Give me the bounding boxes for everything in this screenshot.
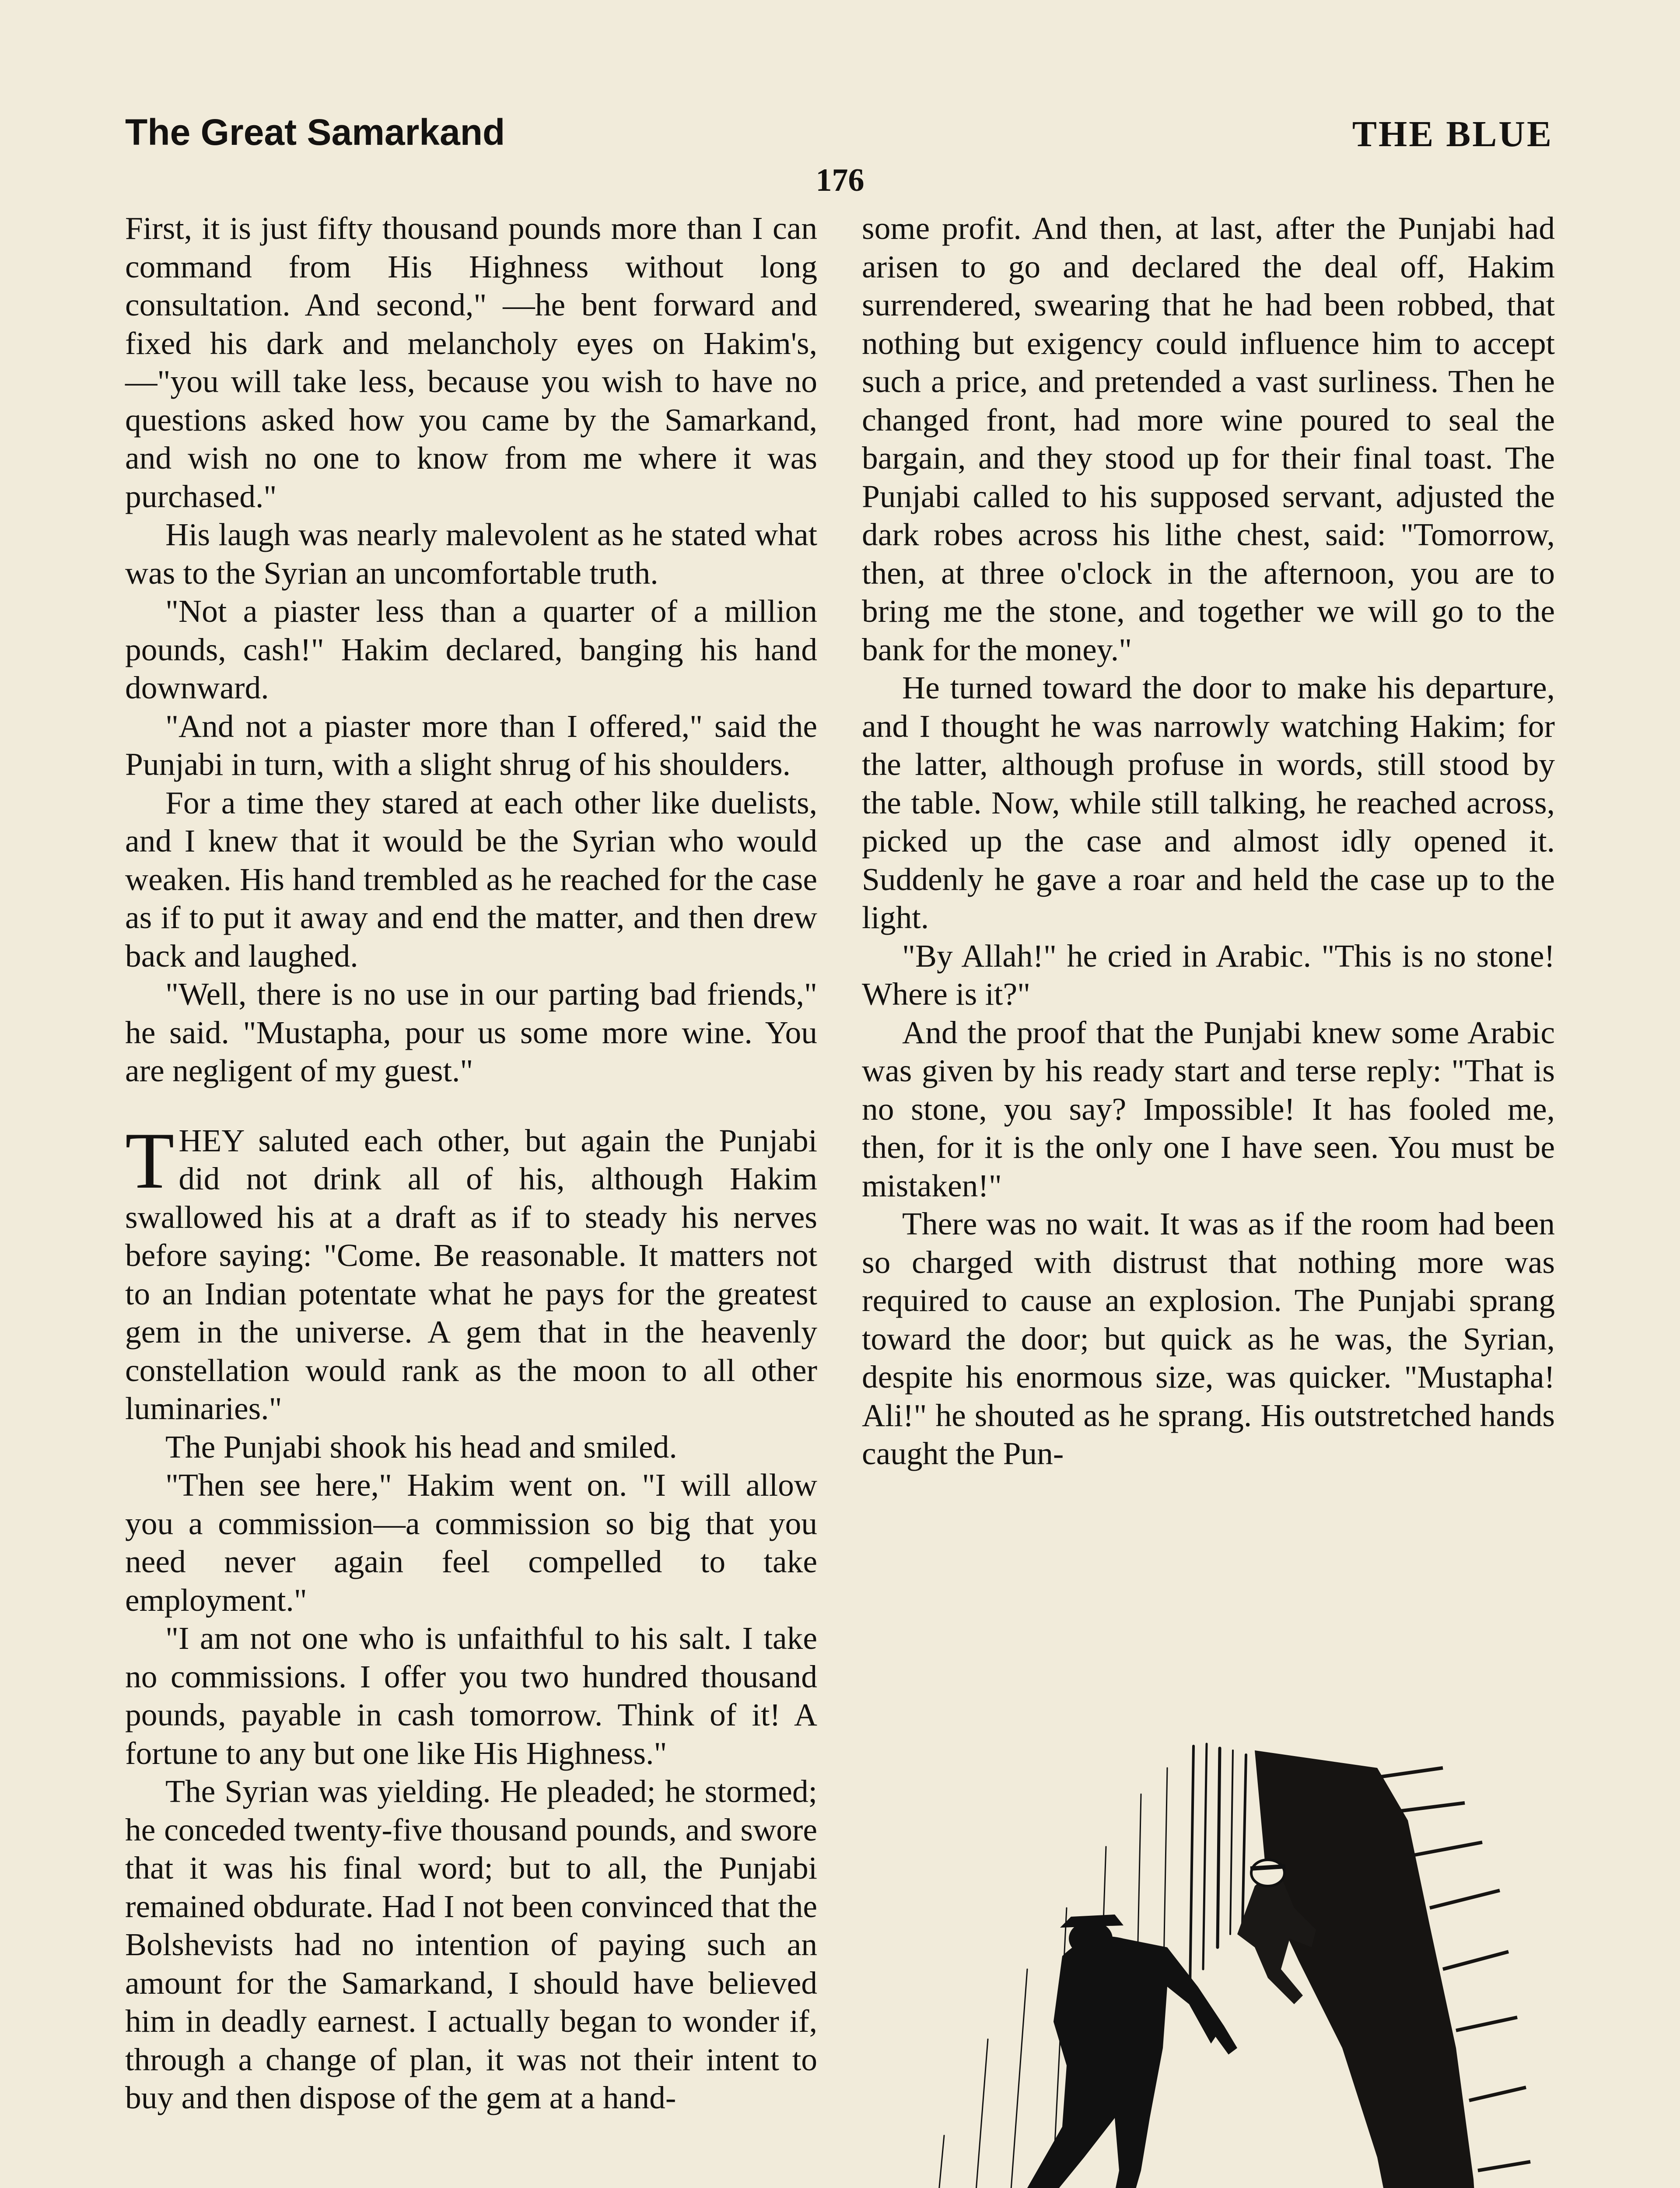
paragraph: "I am not one who is unfaithful to his salt. I take no commissions. I offer you two hundred thousand pounds, payable in cash tomorrow. Think of it! A fortune to any but one like His Highness." [125, 1620, 817, 1771]
paragraph: "Well, there is no use in our parting bad friends," he said. "Mustapha, pour us some more wine. You are negligent of my guest." [125, 976, 817, 1088]
right-column [862, 209, 1555, 1473]
running-head-title: The Great Samarkand [125, 112, 505, 153]
drop-cap: T [125, 1115, 175, 1205]
left-column [125, 209, 817, 2117]
ink-drawing [861, 1742, 1556, 2188]
running-head-magazine: THE BLUE [1352, 114, 1553, 154]
paragraph: His laugh was nearly malevolent as he stated what was to the Syrian an uncomfortable truth. [125, 517, 817, 591]
paragraph: "Then see here," Hakim went on. "I will allow you a commission—a commission so big that you need never again feel compelled to take employment." [125, 1467, 817, 1618]
paragraph: some profit. And then, at last, after the Punjabi had arisen to go and declared the deal off, Hakim surrendered, swearing that he had been robbed, that nothing but exigency could influence him to accept such a price, and pretended a vast surliness. Then he changed front, had more wine poured to seal the bargain, and they stood up for their final toast. The Punjabi called to his supposed servant, adjusted the dark robes across his lithe chest, said: "Tomorrow, then, at three o'clock in the afternoon, you are to bring me the stone, and together we will go to the bank for the money." [862, 210, 1555, 667]
paragraph: The Punjabi shook his head and smiled. [165, 1429, 677, 1465]
section-break [125, 1090, 817, 1122]
section-opening-paragraph [125, 1115, 817, 1428]
paragraph: First, it is just fifty thousand pounds more than I can command from His Highness without long consultation. And second," —he bent forward and fixed his dark and melancholy eyes on Hakim's,—"you will take less, because you wish to have no questions asked how you came by the Samarkand, and wish no one to know from me where it was purchased." [125, 210, 817, 514]
paragraph: He turned toward the door to make his departure, and I thought he was narrowly watching Hakim; for the latter, although profuse in words, still stood by the table. Now, while still talking, he reached across, picked up the case and almost idly opened it. Suddenly he gave a roar and held the case up to the light. [862, 670, 1555, 935]
paragraph: "Not a piaster less than a quarter of a million pounds, cash!" Hakim declared, banging his hand downward. [125, 593, 817, 705]
paragraph: The Syrian was yielding. He pleaded; he stormed; he conceded twenty-five thousand pounds, and swore that it was his final word; but to all, the Punjabi remained obdurate. Had I not been convinced that the Bolshevists had no intention of paying such an amount for the Samarkand, I should have believed him in deadly earnest. I actually began to wonder if, through a change of plan, it was not their intent to buy and then dispose of the gem at a hand- [125, 1774, 817, 2115]
paragraph: "And not a piaster more than I offered," said the Punjabi in turn, with a slight shrug of his shoulders. [125, 708, 817, 782]
paragraph: There was no wait. It was as if the room had been so charged with distrust that nothing more was required to cause an explosion. The Punjabi sprang toward the door; but quick as he was, the Syrian, despite his enormous size, was quicker. "Mustapha! Ali!" he shouted as he sprang. His outstretched hands caught the Pun- [862, 1206, 1555, 1471]
paragraph: And the proof that the Punjabi knew some Arabic was given by his ready start and terse reply: "That is no stone, you say? Impossible! It has fooled me, then, for it is the only one I have seen. You must be mistaken!" [862, 1014, 1555, 1203]
street-chase-illustration [861, 1742, 1556, 2188]
paragraph: "By Allah!" he cried in Arabic. "This is no stone! Where is it?" [862, 938, 1555, 1012]
paragraph: For a time they stared at each other like duelists, and I knew that it would be the Syrian who would weaken. His hand trembled as he reached for the case as if to put it away and end the matter, and then drew back and laughed. [125, 785, 817, 974]
page-number: 176 [816, 162, 864, 198]
section-opening-text: HEY saluted each other, but again the Punjabi did not drink all of his, although Hakim swallowed his at a draft as if to steady his nerves before saying: "Come. Be reasonable. It matters not to an Indian potentate what he pays for the greatest gem in the universe. A gem that in the heavenly constellation would rank as the moon to all other luminaries." [125, 1122, 817, 1426]
